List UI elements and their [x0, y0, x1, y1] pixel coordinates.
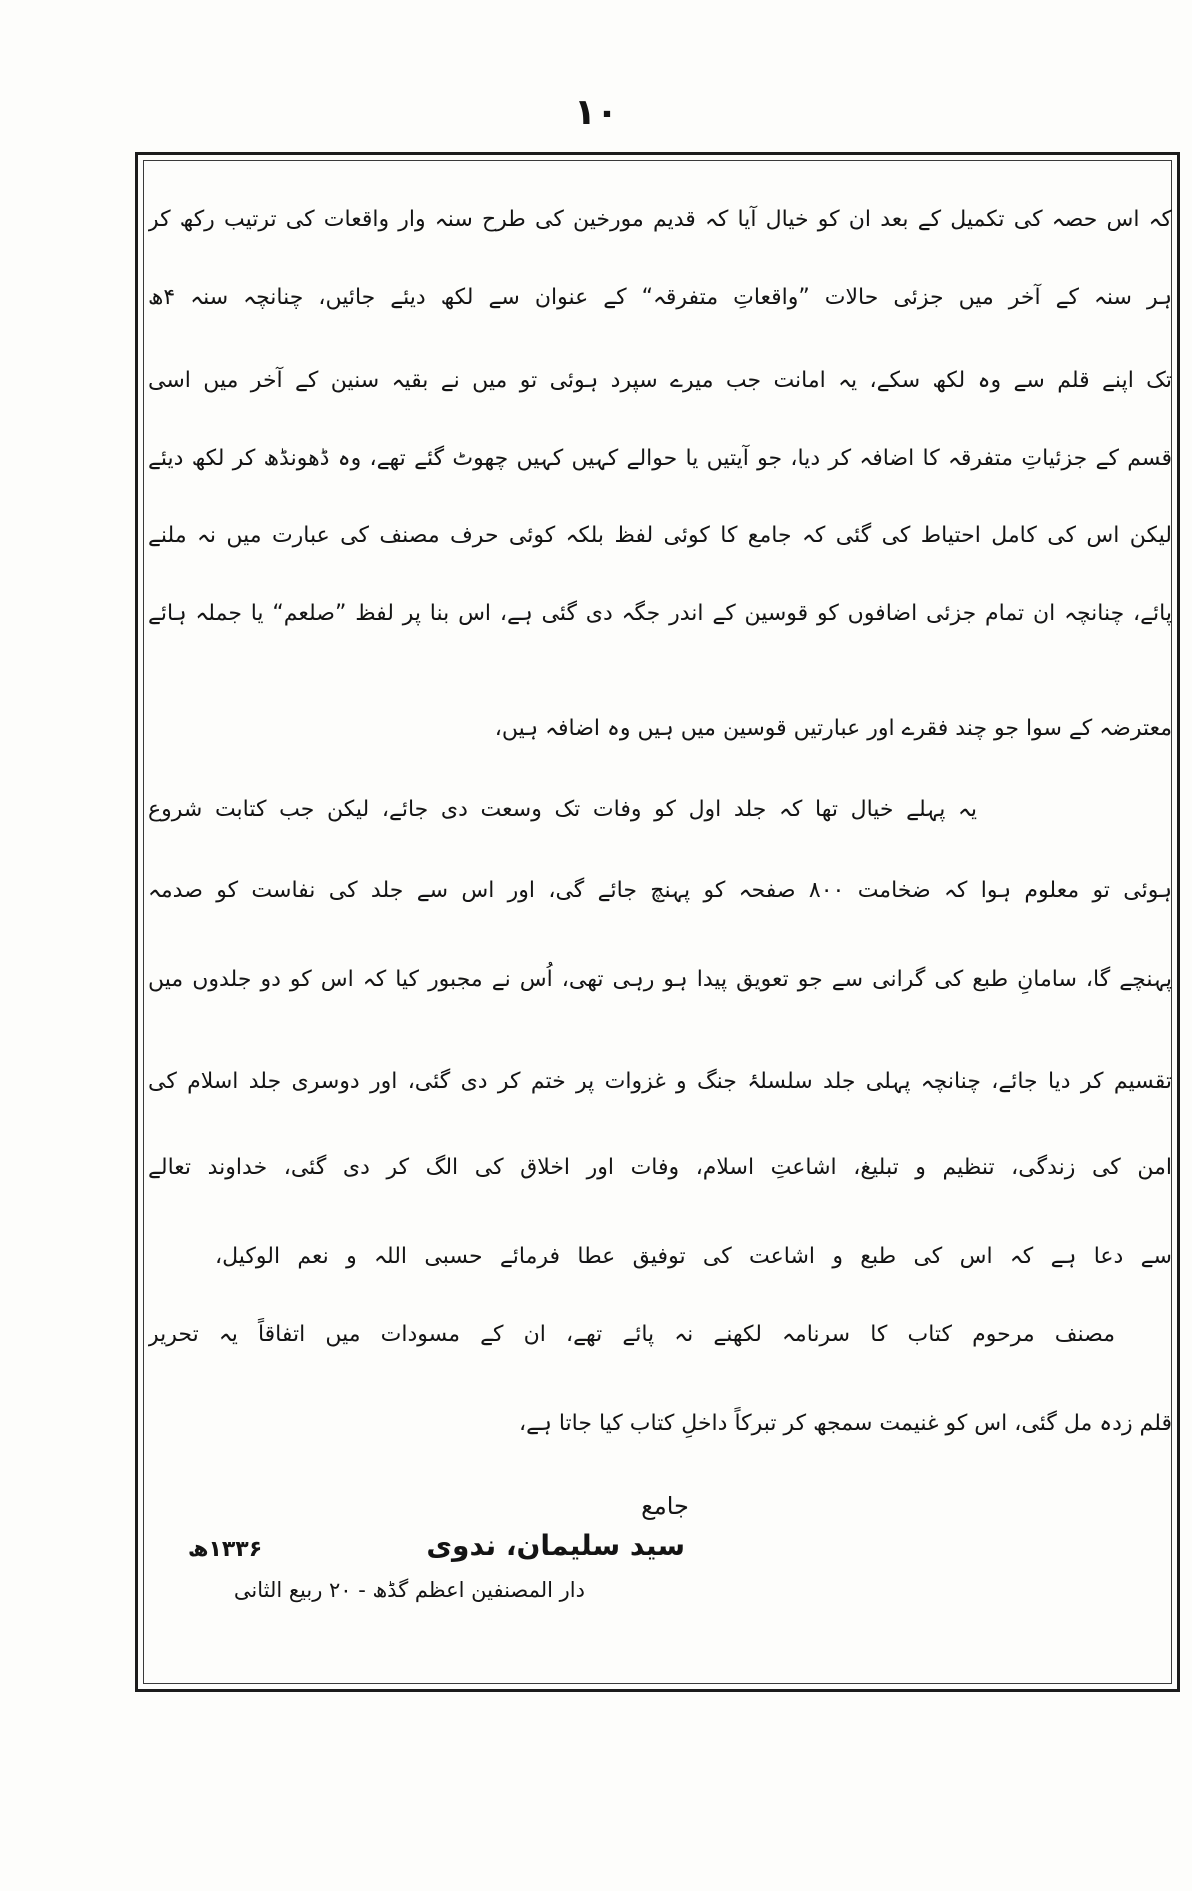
text-line: قسم کے جزئیاتِ متفرقہ کا اضافہ کر دیا، جو آیتیں یا حوالے کہیں کہیں چھوٹ گئے تھے، وہ ڈھونڈھ کر لکھ دیئے	[148, 446, 1172, 471]
signature-label: جامع	[641, 1492, 689, 1520]
signature-place-date: دار المصنفین اعظم گڈھ - ۲۰ ربیع الثانی	[233, 1578, 585, 1602]
text-line: سے دعا ہے کہ اس کی طبع و اشاعت کی توفیق عطا فرمائے حسبی اللہ و نعم الوکیل،	[215, 1244, 1172, 1269]
text-line: پہنچے گا، سامانِ طبع کی گرانی سے جو تعویق پیدا ہو رہی تھی، اُس نے مجبور کیا کہ اس کو دو جلدوں میں	[148, 967, 1172, 992]
text-line: تک اپنے قلم سے وہ لکھ سکے، یہ امانت جب میرے سپرد ہوئی تو میں نے بقیہ سنین کے آخر میں اسی	[148, 368, 1172, 393]
author-name: سید سلیمان، ندوی	[426, 1529, 685, 1562]
text-line: ہر سنہ کے آخر میں جزئی حالات ”واقعاتِ متفرقہ“ کے عنوان سے لکھ دیئے جائیں، چنانچہ سنہ ۴ھ	[148, 285, 1172, 310]
text-line: لیکن اس کی کامل احتیاط کی گئی کہ جامع کا کوئی لفظ بلکہ کوئی حرف مصنف کی عبارت میں نہ ملنے	[148, 523, 1172, 548]
page-number: ۱۰	[574, 92, 618, 133]
text-line: قلم زدہ مل گئی، اس کو غنیمت سمجھ کر تبرکاً داخلِ کتاب کیا جاتا ہے،	[518, 1411, 1172, 1436]
text-line: پائے، چنانچہ ان تمام جزئی اضافوں کو قوسین کے اندر جگہ دی گئی ہے، اس بنا پر لفظ ”صلعم“ یا جملہ ہائے	[148, 601, 1172, 626]
text-line: ہوئی تو معلوم ہوا کہ ضخامت ۸۰۰ صفحہ کو پہنچ جائے گی، اور اس سے جلد کی نفاست کو صدمہ	[148, 878, 1172, 903]
text-line: کہ اس حصہ کی تکمیل کے بعد ان کو خیال آیا کہ قدیم مورخین کی طرح سنہ وار واقعات کی ترتیب رکھ کر	[148, 207, 1172, 232]
text-line: یہ پہلے خیال تھا کہ جلد اول کو وفات تک وسعت دی جائے، لیکن جب کتابت شروع	[148, 797, 977, 822]
text-line: مصنف مرحوم کتاب کا سرنامہ لکھنے نہ پائے تھے، ان کے مسودات میں اتفاقاً یہ تحریر	[148, 1322, 1115, 1347]
text-line: معترضہ کے سوا جو چند فقرے اور عبارتیں قوسین میں ہیں وہ اضافہ ہیں،	[494, 716, 1172, 741]
text-line: تقسیم کر دیا جائے، چنانچہ پہلی جلد سلسلۂ جنگ و غزوات پر ختم کر دی گئی، اور دوسری جلد اسلام کی	[148, 1069, 1172, 1094]
text-line: امن کی زندگی، تنظیم و تبلیغ، اشاعتِ اسلام، وفات اور اخلاق کی الگ کر دی گئی، خداوند تعالے	[148, 1155, 1172, 1180]
signature-year: ۱۳۳۶ھ	[187, 1537, 263, 1562]
